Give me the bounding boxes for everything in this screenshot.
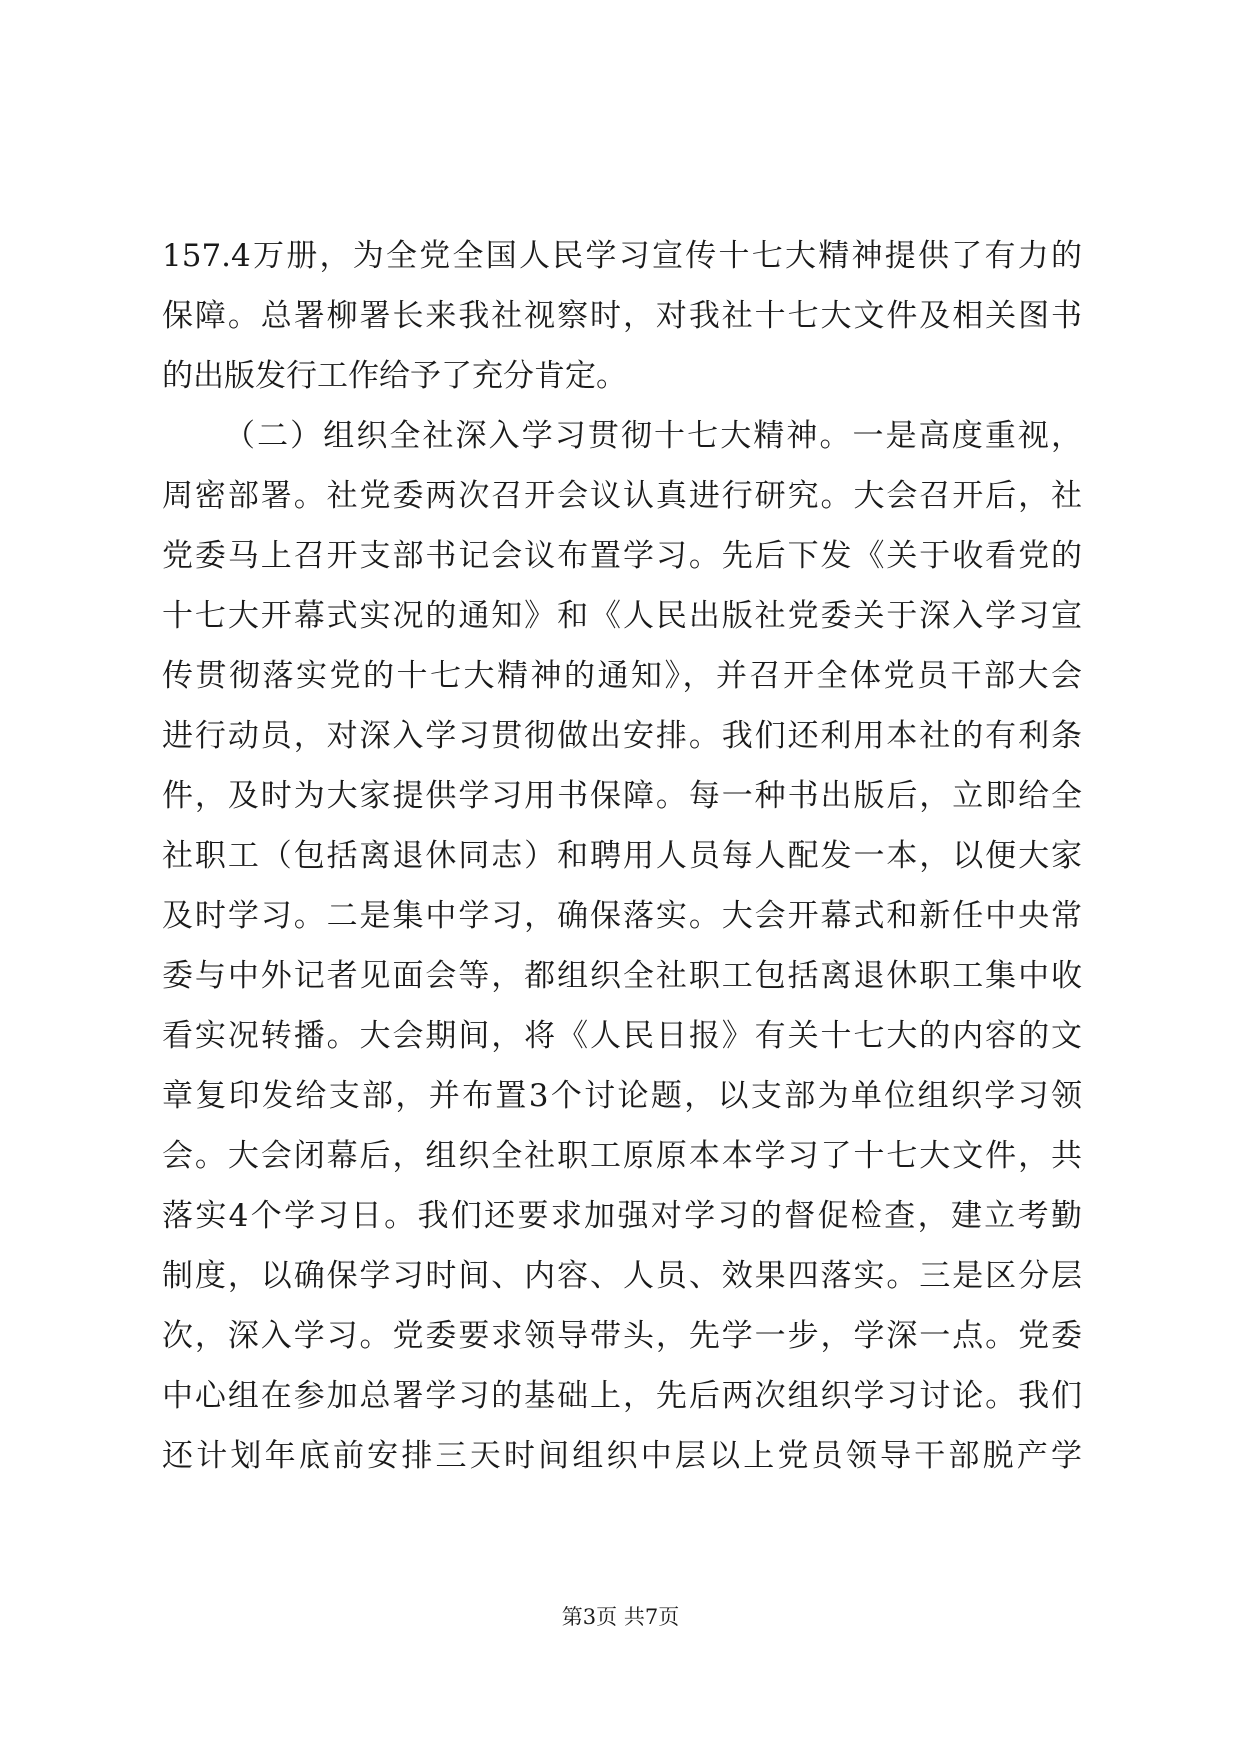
text-line: 周密部署。社党委两次召开会议认真进行研究。大会召开后，社 (162, 478, 1082, 514)
text-line: 制度，以确保学习时间、内容、人员、效果四落实。三是区分层 (162, 1258, 1082, 1294)
text-line: 十七大开幕式实况的通知》和《人民出版社党委关于深入学习宣 (162, 598, 1082, 634)
text-line: 中心组在参加总署学习的基础上，先后两次组织学习讨论。我们 (162, 1378, 1082, 1414)
text-line: 的出版发行工作给予了充分肯定。 (162, 358, 627, 394)
text-line: 会。大会闭幕后，组织全社职工原原本本学习了十七大文件，共 (162, 1138, 1082, 1174)
paragraph-2 (162, 406, 1082, 1486)
page-number-footer: 第3页 共7页 (561, 1605, 680, 1629)
text-line: 落实4个学习日。我们还要求加强对学习的督促检查，建立考勤 (162, 1198, 1082, 1234)
text-line: 进行动员，对深入学习贯彻做出安排。我们还利用本社的有利条 (162, 718, 1082, 754)
text-line: 社职工（包括离退休同志）和聘用人员每人配发一本，以便大家 (162, 838, 1082, 874)
text-line: 党委马上召开支部书记会议布置学习。先后下发《关于收看党的 (162, 538, 1082, 574)
text-line: 件，及时为大家提供学习用书保障。每一种书出版后，立即给全 (162, 778, 1082, 814)
text-line: 157.4万册，为全党全国人民学习宣传十七大精神提供了有力的 (162, 238, 1082, 274)
text-line: 章复印发给支部，并布置3个讨论题，以支部为单位组织学习领 (162, 1078, 1082, 1114)
text-line: 及时学习。二是集中学习，确保落实。大会开幕式和新任中央常 (162, 898, 1082, 934)
body-text (162, 226, 1082, 1486)
text-line: 看实况转播。大会期间，将《人民日报》有关十七大的内容的文 (162, 1018, 1082, 1054)
text-line: （二）组织全社深入学习贯彻十七大精神。一是高度重视， (224, 418, 1082, 454)
text-line: 委与中外记者见面会等，都组织全社职工包括离退休职工集中收 (162, 958, 1082, 994)
text-line: 传贯彻落实党的十七大精神的通知》，并召开全体党员干部大会 (162, 658, 1082, 694)
text-line: 还计划年底前安排三天时间组织中层以上党员领导干部脱产学 (162, 1438, 1082, 1474)
paragraph-1 (162, 226, 1082, 406)
text-line: 保障。总署柳署长来我社视察时，对我社十七大文件及相关图书 (162, 298, 1082, 334)
text-line: 次，深入学习。党委要求领导带头，先学一步，学深一点。党委 (162, 1318, 1082, 1354)
